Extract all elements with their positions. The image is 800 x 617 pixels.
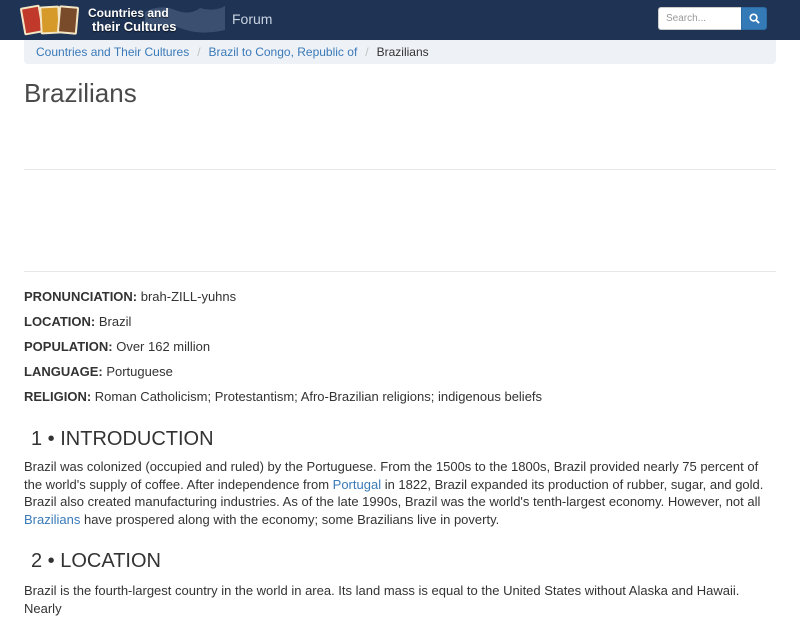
divider [24,169,776,170]
fact-value: Portuguese [102,364,173,379]
divider [24,271,776,272]
breadcrumb [24,40,776,64]
fact-value: Brazil [95,314,132,329]
link-portugal[interactable]: Portugal [332,476,382,492]
breadcrumb-link-brazil-to-congo[interactable]: Brazil to Congo, Republic of [208,45,358,59]
section-heading-introduction: 1 • INTRODUCTION [31,428,214,450]
fact-religion [24,388,542,413]
facts-list [24,288,542,413]
link-brazilians[interactable]: Brazilians [24,511,81,527]
site-logo[interactable] [22,4,192,36]
fact-value: Roman Catholicism; Protestantism; Afro-Brazilian religions; indigenous beliefs [91,389,543,404]
breadcrumb-separator: / [365,45,369,59]
fact-location [24,313,542,338]
fact-language [24,363,542,388]
search-button[interactable] [741,7,767,30]
paragraph-text: have prospered along with the economy; some Brazilians live in poverty. [80,511,500,527]
section-heading-location: 2 • LOCATION [31,550,161,572]
logo-text [88,7,177,33]
search-input[interactable] [658,7,742,30]
logo-image [22,4,84,36]
paragraph-text: Brazil was colonized (occupied and ruled) by the Portuguese. From the 1500s to the 1800s, Brazil provided nearly 75 percent of the world's supply of coffee. After independence from [24,459,759,492]
breadcrumb-link-countries[interactable]: Countries and Their Cultures [36,45,190,59]
fact-pronunciation [24,288,542,313]
paragraph-text: in 1822, Brazil expanded its production of rubber, sugar, and gold. Brazil also created manufacturing industries. As of the late 1990s, Brazil was the world's tenth-largest economy. However, not all [24,476,764,509]
top-navbar [0,0,800,40]
fact-label: POPULATION: [24,339,113,354]
fact-label: RELIGION: [24,389,92,404]
fact-label: LOCATION: [24,314,96,329]
page-title: Brazilians [24,78,137,108]
fact-label: LANGUAGE: [24,364,103,379]
logo-line2: their Cultures [92,19,177,34]
location-paragraph: Brazil is the fourth-largest country in the world in area. Its land mass is equal to the United States without Alaska and Hawaii. Nearly [24,583,740,616]
search-icon [749,13,760,24]
nav-forum-link[interactable]: Forum [232,11,273,27]
fact-value: Over 162 million [112,339,211,354]
fact-label: PRONUNCIATION: [24,289,138,304]
introduction-paragraph [24,458,776,528]
breadcrumb-current: Brazilians [376,45,429,59]
logo-line1: Countries and [88,6,169,20]
fact-population [24,338,542,363]
fact-value: brah-ZILL-yuhns [137,289,237,304]
breadcrumb-separator: / [197,45,201,59]
